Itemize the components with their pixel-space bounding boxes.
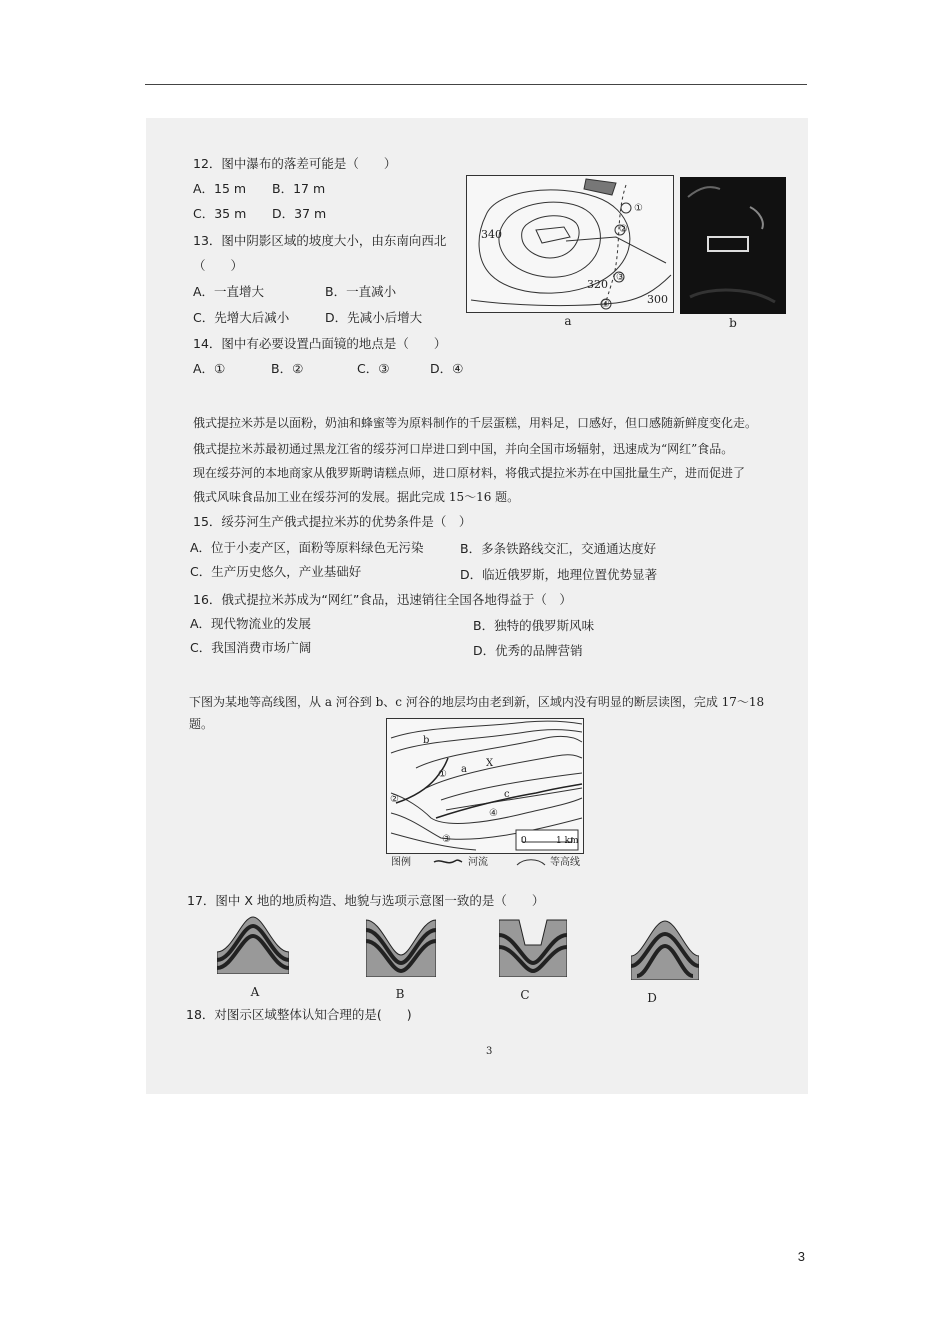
q17-option-d-label: D [647,991,657,1005]
scale-1km: 1 km [556,836,579,846]
header-rule [145,84,807,85]
q13-option-d: D．先减小后增大 [325,310,423,325]
q14-option-b: B．② [271,361,304,376]
q12-option-a: A．15 m [193,181,247,196]
figure-a-caption: a [564,314,572,328]
map-marker-4: ④ [489,808,498,819]
contour-label-340: 340 [481,228,502,241]
q12-stem: 12．图中瀑布的落差可能是（ ） [193,156,397,171]
intro17-line1: 下图为某地等高线图，从 a 河谷到 b、c 河谷的地层均由老到新，区域内没有明显的断层读图，完成 17～18 [189,695,765,709]
contour-legend-icon [516,857,546,867]
map-label-x: X [486,758,494,769]
q16-option-d: D．优秀的品牌营销 [473,643,583,658]
passage1-line2: 俄式提拉米苏最初通过黑龙江省的绥芬河口岸进口到中国，并向全国市场辐射，迅速成为“网红”食品。 [193,442,734,456]
q17-option-c-label: C [520,988,530,1002]
map-a-marker-3: ③ [616,272,625,283]
q17-option-b-label: B [395,987,405,1001]
passage1-line3: 现在绥芬河的本地商家从俄罗斯聘请糕点师，进口原材料，将俄式提拉米苏在中国批量生产，进而促进了 [193,466,746,480]
map-a-marker-1: ① [634,203,643,214]
q15-option-d: D．临近俄罗斯，地理位置优势显著 [460,567,658,582]
passage1-line4: 俄式风味食品加工业在绥芬河的发展。据此完成 15～16 题。 [193,490,520,504]
fold-diagram-b-icon [366,915,436,977]
intro17-line2: 题。 [189,717,214,731]
inner-page-number: 3 [486,1046,493,1057]
q18-stem: 18．对图示区域整体认知合理的是( ) [186,1007,412,1022]
q15-option-c: C．生产历史悠久，产业基础好 [190,564,362,579]
legend-river: 河流 [468,857,488,868]
contour-label-300: 300 [647,293,668,306]
passage1-line1: 俄式提拉米苏是以面粉，奶油和蜂蜜等为原料制作的千层蛋糕，用料足，口感好，但口感随新鲜度变化走。 [193,416,758,430]
map-label-c: c [504,789,510,800]
figure-b-caption: b [729,316,737,330]
q15-stem: 15．绥芬河生产俄式提拉米苏的优势条件是（ ） [193,514,472,529]
q12-option-b: B．17 m [272,181,326,196]
q16-option-b: B．独特的俄罗斯风味 [473,618,595,633]
q12-option-d: D．37 m [272,206,327,221]
q12-option-c: C．35 m [193,206,247,221]
fold-diagram-a-icon [217,912,289,974]
q16-stem: 16．俄式提拉米苏成为“网红”食品，迅速销往全国各地得益于（ ） [193,592,572,607]
fold-diagram-d-icon [631,916,699,980]
q17-stem: 17．图中 X 地的地质构造、地貌与选项示意图一致的是（ ） [187,893,545,908]
map-a-marker-2: ② [619,224,628,235]
q16-option-c: C．我国消费市场广阔 [190,640,312,655]
q13-option-a: A．一直增大 [193,284,265,299]
contour-label-320: 320 [587,278,608,291]
q15-option-a: A．位于小麦产区，面粉等原料绿色无污染 [190,540,424,555]
fold-diagram-c-icon [499,915,567,977]
legend-contour: 等高线 [550,857,580,868]
photo-figure-b [680,177,786,314]
map-marker-1: ① [438,769,447,780]
map-a-marker-4: ④ [601,299,610,310]
q13-option-b: B．一直减小 [325,284,397,299]
map-marker-2: ② [390,794,399,805]
q13-stem: 13．图中阴影区域的坡度大小，由东南向西北 [193,233,447,248]
map-marker-3: ③ [442,834,451,845]
q17-option-a-label: A [250,985,260,999]
legend-title: 图例 [391,857,411,868]
q15-option-b: B．多条铁路线交汇，交通通达度好 [460,541,657,556]
q14-option-c: C．③ [357,361,390,376]
q13-paren: （ ） [193,258,244,273]
page-number: 3 [797,1249,805,1264]
fold-contour-map [386,718,584,854]
q14-stem: 14．图中有必要设置凸面镜的地点是（ ） [193,336,447,351]
q14-option-d: D．④ [430,361,464,376]
q14-option-a: A．① [193,361,226,376]
q13-option-c: C．先增大后减小 [193,310,290,325]
contour-map-figure-a [466,175,674,313]
map-label-b: b [423,735,430,746]
q16-option-a: A．现代物流业的发展 [190,616,312,631]
scale-zero: 0 [521,836,527,846]
river-legend-icon [433,857,463,867]
map-label-a: a [461,764,467,775]
